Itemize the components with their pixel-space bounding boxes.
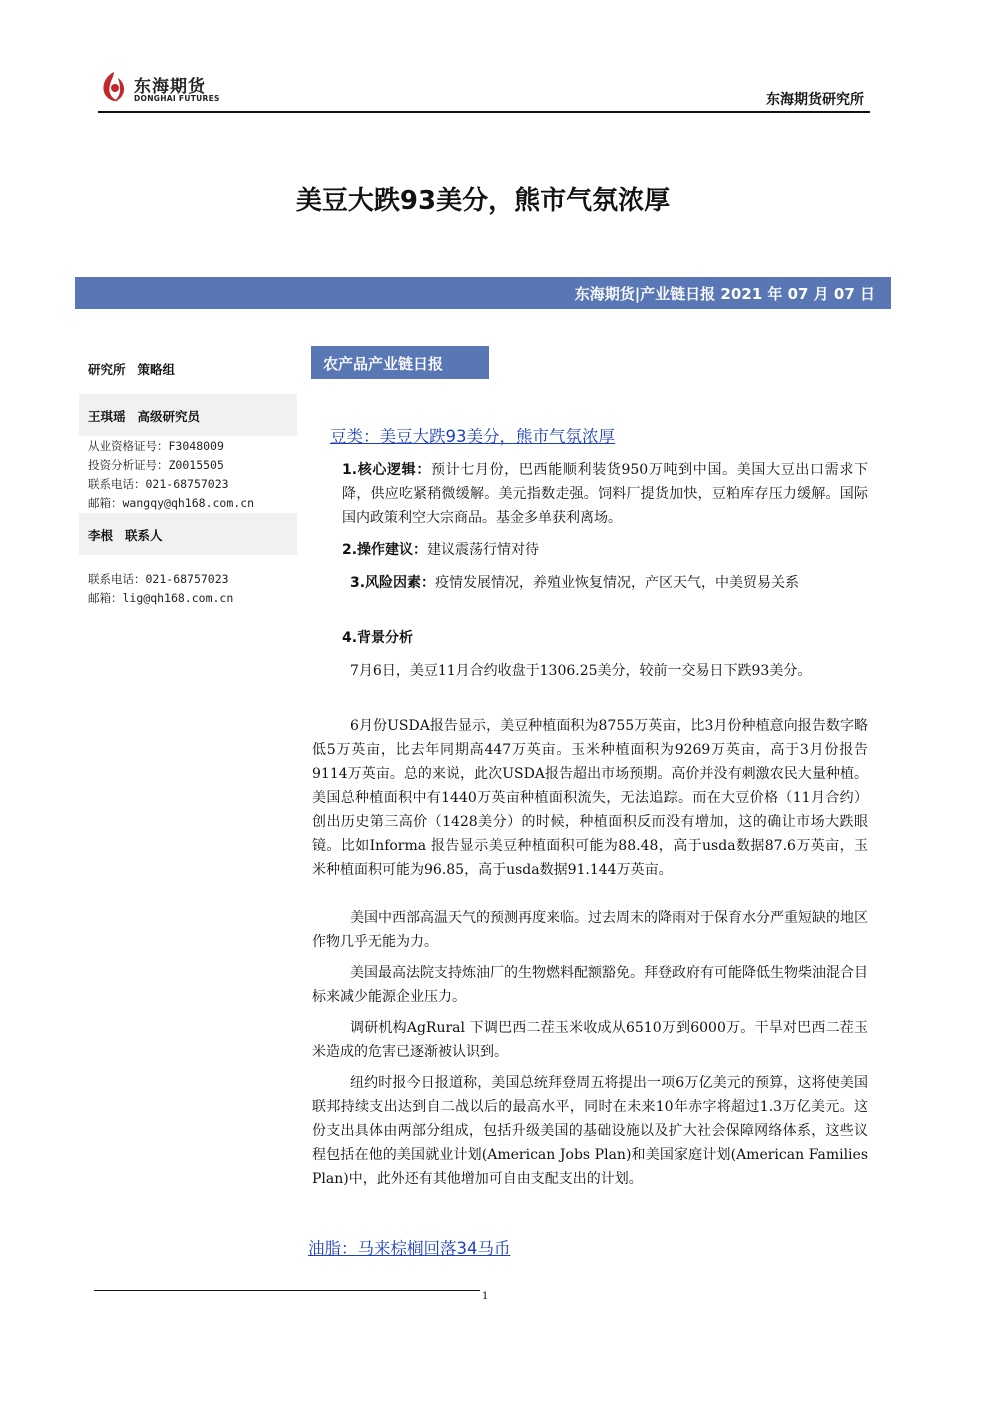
sidebar-group: 策略组 bbox=[137, 362, 176, 377]
soy-section-heading-link[interactable]: 豆类：美豆大跌93美分，熊市气氛浓厚 bbox=[330, 427, 615, 446]
sidebar-dept-heading bbox=[88, 360, 187, 378]
soy-advice-label: 2.操作建议： bbox=[342, 542, 428, 558]
soy-core-logic bbox=[312, 458, 868, 530]
header-org-name: 东海期货研究所 bbox=[766, 92, 864, 108]
analyst2-heading bbox=[88, 526, 175, 544]
logo-text-en: DONGHAI FUTURES bbox=[134, 94, 220, 103]
soy-bg-para-3: 美国中西部高温天气的预测再度来临。过去周末的降雨对于保育水分严重短缺的地区作物几乎无能为力。 bbox=[312, 910, 868, 950]
analyst1-email[interactable]: 邮箱：wangqy@qh168.com.cn bbox=[88, 496, 255, 510]
report-banner bbox=[75, 277, 891, 309]
soy-risk-label: 3.风险因素： bbox=[350, 575, 436, 591]
soy-bg-para-2: 6月份USDA报告显示，美豆种植面积为8755万英亩，比3月份种植意向报告数字略低5万英亩，比去年同期高447万英亩。玉米种植面积为9269万英亩，高于3月份报告9114万英亩。总的来说，此次USDA报告超出市场预期。高价并没有刺激农民大量种植。美国总种植面积中有1440万英亩种植面积流失，无法追踪。而在大豆价格（11月合约）创出历史第三高价（1428美分）的时候，种植面积反而没有增加，这的确让市场大跌眼镜。比如Informa 报告显示美豆种植面积可能为88.48，高于usda数据87.6万英亩，玉米种植面积可能为96.85，高于usda数据91.144万英亩。 bbox=[312, 718, 868, 878]
logo-text-cn: 东海期货 bbox=[134, 77, 206, 97]
analyst1-phone[interactable]: 联系电话：021-68757023 bbox=[88, 477, 229, 491]
logo-mark-icon bbox=[98, 70, 130, 104]
report-banner-text: 东海期货|产业链日报 2021 年 07 月 07 日 bbox=[574, 285, 875, 303]
section-label-text: 农产品产业链日报 bbox=[323, 355, 444, 373]
section-label bbox=[311, 346, 489, 379]
soy-risk bbox=[312, 571, 868, 595]
analyst2-email[interactable]: 邮箱：lig@qh168.com.cn bbox=[88, 591, 234, 605]
soy-bg-para-6: 纽约时报今日报道称，美国总统拜登周五将提出一项6万亿美元的预算，这将使美国联邦持续支出达到自二战以后的最高水平，同时在未来10年赤字将超过1.3万亿美元。这份支出具体由两部分组成，包括升级美国的基础设施以及扩大社会保障网络体系，这些议程包括在他的美国就业计划(American Jobs Plan)和美国家庭计划(American Families Plan)中，此外还有其他增加可自由支配支出的计划。 bbox=[312, 1075, 868, 1187]
analyst1-invest-cert: 投资分析证号：Z0015505 bbox=[88, 458, 224, 472]
soy-background-label: 4.背景分析 bbox=[342, 630, 414, 646]
page-title: 美豆大跌93美分，熊市气氛浓厚 bbox=[295, 186, 671, 216]
soy-advice bbox=[342, 538, 868, 562]
soy-background-heading bbox=[342, 626, 868, 650]
soy-bg-para-1: 7月6日，美豆11月合约收盘于1306.25美分，较前一交易日下跌93美分。 bbox=[350, 663, 812, 679]
analyst1-role: 高级研究员 bbox=[137, 409, 201, 424]
oil-section-heading-link[interactable]: 油脂：马来棕榈回落34马币 bbox=[308, 1239, 511, 1258]
soy-bg-para-5: 调研机构AgRural 下调巴西二茬玉米收成从6510万到6000万。干旱对巴西二茬玉米造成的危害已逐渐被认识到。 bbox=[312, 1020, 868, 1060]
analyst2-role: 联系人 bbox=[125, 528, 163, 543]
analyst2-name: 李根 bbox=[88, 528, 114, 543]
header-divider bbox=[98, 111, 870, 113]
soy-risk-text: 疫情发展情况，养殖业恢复情况，产区天气，中美贸易关系 bbox=[435, 575, 800, 591]
analyst1-heading bbox=[88, 407, 212, 425]
analyst1-name: 王琪瑶 bbox=[88, 409, 126, 424]
footer-divider bbox=[94, 1290, 480, 1291]
soy-core-logic-label: 1.核心逻辑： bbox=[342, 462, 431, 478]
soy-core-logic-text: 预计七月份，巴西能顺利装货950万吨到中国。美国大豆出口需求下降，供应吃紧稍微缓解。美元指数走强。饲料厂提货加快，豆粕库存压力缓解。国际国内政策利空大宗商品。基金多单获利离场。 bbox=[342, 462, 868, 526]
soy-bg-para-4: 美国最高法院支持炼油厂的生物燃料配额豁免。拜登政府有可能降低生物柴油混合目标来减少能源企业压力。 bbox=[312, 965, 868, 1005]
company-logo bbox=[98, 68, 238, 108]
analyst1-cert: 从业资格证号：F3048009 bbox=[88, 439, 224, 453]
soy-advice-text: 建议震荡行情对待 bbox=[427, 542, 540, 558]
analyst2-phone[interactable]: 联系电话：021-68757023 bbox=[88, 572, 229, 586]
sidebar-dept: 研究所 bbox=[88, 362, 126, 377]
page-number: 1 bbox=[482, 1291, 489, 1302]
